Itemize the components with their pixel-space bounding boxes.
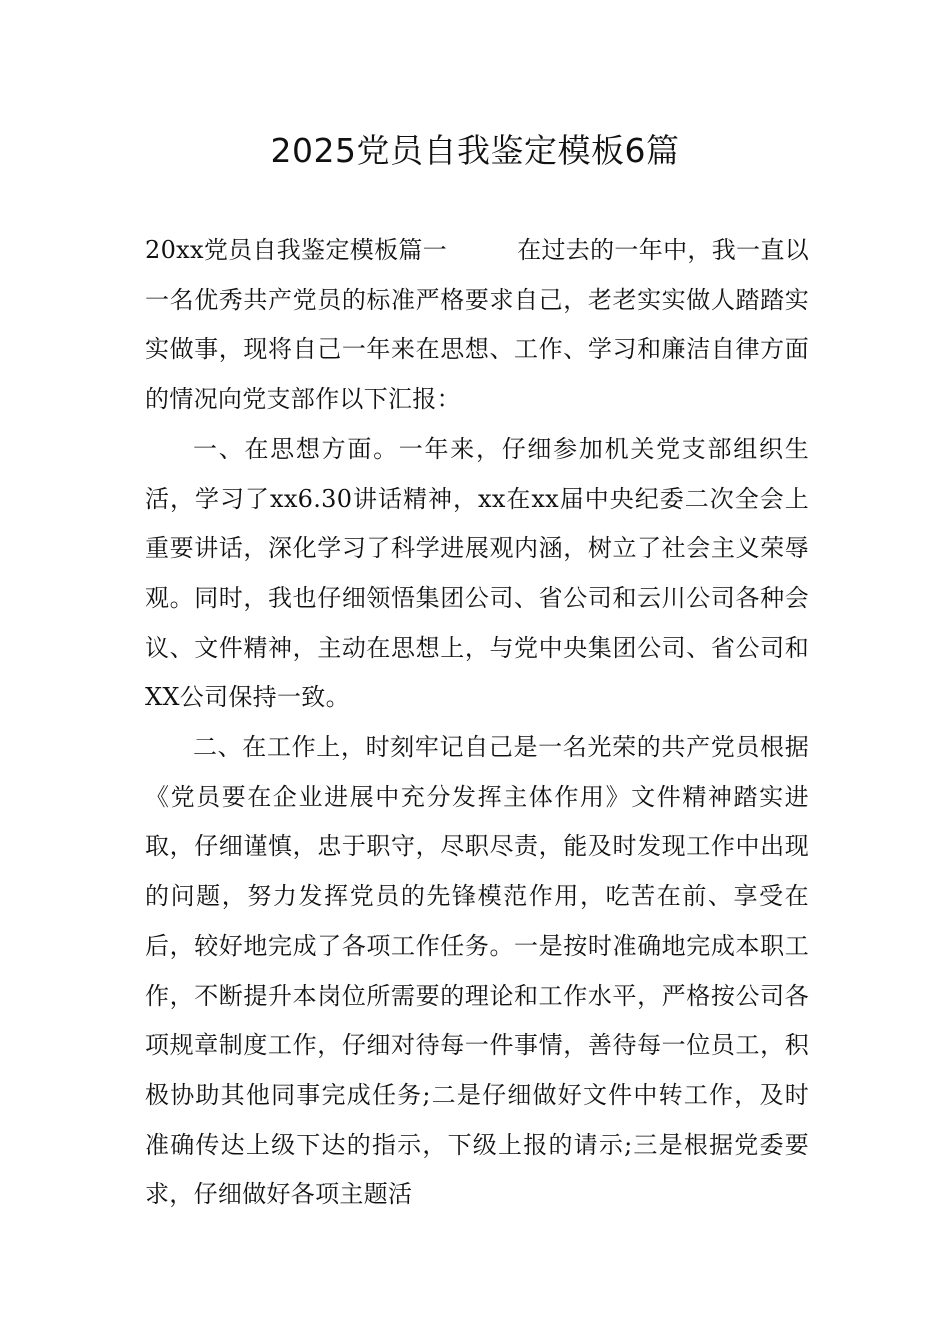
document-body: [145, 226, 809, 1220]
document-title: 2025党员自我鉴定模板6篇: [270, 131, 680, 170]
paragraph-thought: 一、在思想方面。一年来，仔细参加机关党支部组织生活，学习了xx6.30讲话精神，xx在xx届中央纪委二次全会上重要讲话，深化学习了科学进展观内涵，树立了社会主义荣辱观。同时，我也仔细领悟集团公司、省公司和云川公司各种会议、文件精神，主动在思想上，与党中央集团公司、省公司和XX公司保持一致。: [145, 434, 809, 712]
intro-heading: 20xx党员自我鉴定模板篇一: [145, 236, 448, 264]
intro-paragraph: [145, 226, 809, 425]
intro-text: 在过去的一年中，我一直以一名优秀共产党员的标准严格要求自己，老老实实做人踏踏实实做事，现将自己一年来在思想、工作、学习和廉洁自律方面的情况向党支部作以下汇报：: [145, 236, 809, 414]
paragraph-work: 二、在工作上，时刻牢记自己是一名光荣的共产党员根据《党员要在企业进展中充分发挥主体作用》文件精神踏实进取，仔细谨慎，忠于职守，尽职尽责，能及时发现工作中出现的问题，努力发挥党员的先锋模范作用，吃苦在前、享受在后，较好地完成了各项工作任务。一是按时准确地完成本职工作，不断提升本岗位所需要的理论和工作水平，严格按公司各项规章制度工作，仔细对待每一件事情，善待每一位员工，积极协助其他同事完成任务;二是仔细做好文件中转工作，及时准确传达上级下达的指示，下级上报的请示;三是根据党委要求，仔细做好各项主题活: [145, 733, 809, 1209]
